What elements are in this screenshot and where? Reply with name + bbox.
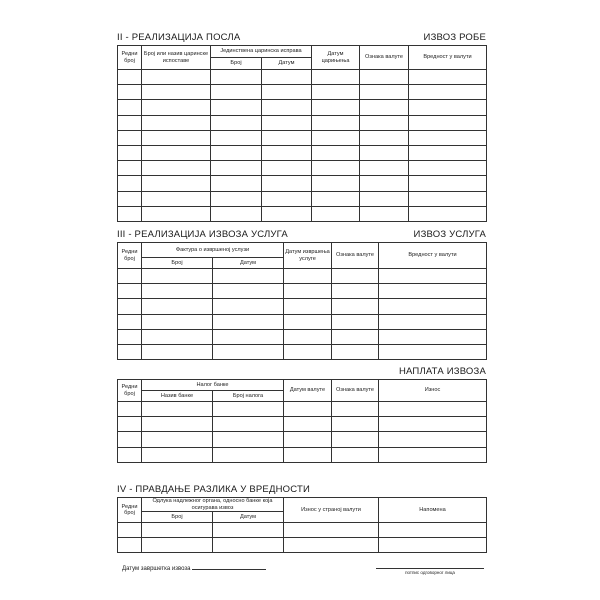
table-row [118, 523, 487, 538]
table-row [118, 176, 487, 191]
header-remark: Напомена [379, 498, 487, 523]
form-cell[interactable] [262, 161, 312, 176]
section-4-table [117, 497, 487, 553]
header-serial-number: Редни број [118, 498, 142, 523]
section-3-table [117, 242, 487, 360]
form-cell[interactable] [312, 70, 360, 85]
table-row [118, 269, 487, 284]
form-cell[interactable] [409, 100, 487, 115]
form-cell[interactable] [409, 161, 487, 176]
section-4-title: IV - ПРАВДАЊЕ РАЗЛИКА У ВРЕДНОСТИ [117, 484, 311, 495]
table-row [118, 299, 487, 314]
form-cell[interactable] [118, 538, 142, 553]
form-cell[interactable] [142, 523, 213, 538]
form-cell[interactable] [379, 344, 487, 359]
form-cell[interactable] [262, 115, 312, 130]
form-cell[interactable] [118, 130, 142, 145]
form-cell[interactable] [118, 417, 142, 432]
form-cell[interactable] [118, 344, 142, 359]
form-cell[interactable] [409, 191, 487, 206]
form-cell[interactable] [118, 402, 142, 417]
form-cell[interactable] [142, 284, 213, 299]
table-row [118, 344, 487, 359]
form-cell[interactable] [142, 161, 211, 176]
form-cell[interactable] [332, 314, 379, 329]
form-cell[interactable] [332, 329, 379, 344]
form-cell[interactable] [360, 85, 409, 100]
form-cell[interactable] [284, 538, 379, 553]
form-cell[interactable] [332, 447, 379, 462]
header-decision-number: Број [142, 512, 213, 523]
form-cell[interactable] [118, 523, 142, 538]
form-cell[interactable] [312, 176, 360, 191]
form-cell[interactable] [312, 145, 360, 160]
form-cell[interactable] [284, 314, 332, 329]
form-cell[interactable] [213, 402, 284, 417]
form-cell[interactable] [379, 329, 487, 344]
form-cell[interactable] [262, 70, 312, 85]
form-cell[interactable] [284, 269, 332, 284]
form-cell[interactable] [213, 344, 284, 359]
form-cell[interactable] [142, 447, 213, 462]
form-cell[interactable] [262, 191, 312, 206]
form-cell[interactable] [118, 284, 142, 299]
table-row [118, 161, 487, 176]
form-cell[interactable] [284, 432, 332, 447]
form-cell[interactable] [213, 432, 284, 447]
completion-date-row [122, 565, 266, 572]
form-cell[interactable] [312, 206, 360, 221]
form-cell[interactable] [213, 523, 284, 538]
form-cell[interactable] [142, 299, 213, 314]
header-document-number: Број [211, 58, 262, 70]
header-customs-document: Јединствена царинска исправа [211, 46, 312, 58]
form-cell[interactable] [409, 115, 487, 130]
header-serial-number: Редни број [118, 380, 142, 402]
form-cell[interactable] [409, 176, 487, 191]
header-bank-name: Назив банке [142, 391, 213, 402]
form-cell[interactable] [360, 161, 409, 176]
form-cell[interactable] [379, 314, 487, 329]
form-cell[interactable] [312, 191, 360, 206]
form-cell[interactable] [332, 344, 379, 359]
form-cell[interactable] [262, 100, 312, 115]
form-cell[interactable] [262, 130, 312, 145]
completion-date-label: Датум завршетка извоза [122, 566, 191, 572]
form-cell[interactable] [118, 269, 142, 284]
form-cell[interactable] [213, 284, 284, 299]
header-clearance-date: Датум царињења [312, 46, 360, 70]
header-order-number: Број налога [213, 391, 284, 402]
form-cell[interactable] [118, 206, 142, 221]
form-cell[interactable] [360, 145, 409, 160]
section-2-title: II - РЕАЛИЗАЦИЈА ПОСЛА [117, 32, 241, 43]
form-cell[interactable] [118, 161, 142, 176]
header-decision-date: Датум [213, 512, 284, 523]
header-service-date: Датум извршења услуге [284, 243, 332, 269]
form-cell[interactable] [211, 70, 262, 85]
form-cell[interactable] [142, 70, 211, 85]
section-3-heading [117, 229, 486, 241]
form-cell[interactable] [118, 191, 142, 206]
form-cell[interactable] [213, 329, 284, 344]
form-cell[interactable] [211, 145, 262, 160]
form-cell[interactable] [211, 85, 262, 100]
form-cell[interactable] [379, 269, 487, 284]
header-currency-code: Ознака валуте [360, 46, 409, 70]
form-cell[interactable] [360, 70, 409, 85]
form-cell[interactable] [332, 284, 379, 299]
form-cell[interactable] [379, 523, 487, 538]
form-cell[interactable] [142, 417, 213, 432]
form-cell[interactable] [409, 145, 487, 160]
header-bank-order: Налог банке [142, 380, 284, 391]
form-cell[interactable] [312, 85, 360, 100]
signature-caption: потпис одговорног лица [405, 570, 455, 575]
form-cell[interactable] [284, 329, 332, 344]
form-cell[interactable] [332, 402, 379, 417]
form-cell[interactable] [312, 100, 360, 115]
form-cell[interactable] [409, 85, 487, 100]
form-cell[interactable] [360, 206, 409, 221]
header-foreign-amount: Износ у страној валути [284, 498, 379, 523]
header-service-invoice: Фактура о извршеној услузи [142, 243, 284, 258]
section-2-table [117, 45, 487, 222]
section-3-right-title: ИЗВОЗ УСЛУГА [413, 229, 486, 240]
form-cell[interactable] [142, 314, 213, 329]
header-serial-number: Редни број [118, 243, 142, 269]
form-cell[interactable] [332, 432, 379, 447]
form-cell[interactable] [118, 447, 142, 462]
form-cell[interactable] [142, 145, 211, 160]
form-cell[interactable] [360, 130, 409, 145]
form-cell[interactable] [211, 100, 262, 115]
form-cell[interactable] [360, 100, 409, 115]
header-currency-value: Вредност у валути [379, 243, 487, 269]
header-currency-value: Вредност у валути [409, 46, 487, 70]
form-cell[interactable] [409, 130, 487, 145]
form-cell[interactable] [213, 417, 284, 432]
form-cell[interactable] [118, 70, 142, 85]
completion-date-field[interactable] [192, 565, 266, 570]
header-amount: Износ [379, 380, 487, 402]
form-cell[interactable] [118, 176, 142, 191]
collection-table [117, 379, 487, 463]
table-row [118, 284, 487, 299]
table-row [118, 402, 487, 417]
form-cell[interactable] [142, 100, 211, 115]
form-cell[interactable] [213, 447, 284, 462]
form-cell[interactable] [211, 206, 262, 221]
form-cell[interactable] [142, 432, 213, 447]
form-cell[interactable] [262, 206, 312, 221]
form-cell[interactable] [142, 130, 211, 145]
form-cell[interactable] [118, 299, 142, 314]
section-4-body [118, 523, 487, 553]
form-cell[interactable] [332, 299, 379, 314]
form-cell[interactable] [379, 432, 487, 447]
form-cell[interactable] [142, 206, 211, 221]
form-cell[interactable] [142, 176, 211, 191]
form-cell[interactable] [379, 447, 487, 462]
form-cell[interactable] [118, 432, 142, 447]
form-cell[interactable] [284, 299, 332, 314]
form-cell[interactable] [211, 191, 262, 206]
table-row [118, 417, 487, 432]
form-cell[interactable] [118, 115, 142, 130]
form-cell[interactable] [118, 85, 142, 100]
form-cell[interactable] [211, 115, 262, 130]
section-2-heading [117, 32, 486, 44]
form-cell[interactable] [379, 402, 487, 417]
form-cell[interactable] [262, 176, 312, 191]
form-cell[interactable] [360, 176, 409, 191]
header-invoice-number: Број [142, 258, 213, 269]
form-cell[interactable] [213, 538, 284, 553]
header-value-date: Датум валуте [284, 380, 332, 402]
form-cell[interactable] [284, 402, 332, 417]
section-2-body [118, 70, 487, 222]
header-currency-code: Ознака валуте [332, 380, 379, 402]
header-customs-office: Број или назив царинске испоставе [142, 46, 211, 70]
table-row [118, 115, 487, 130]
table-row [118, 432, 487, 447]
signature-line[interactable] [376, 568, 484, 569]
form-cell[interactable] [211, 176, 262, 191]
form-cell[interactable] [379, 284, 487, 299]
form-cell[interactable] [379, 538, 487, 553]
form-cell[interactable] [211, 130, 262, 145]
collection-heading [117, 366, 486, 378]
collection-right-title: НАПЛАТА ИЗВОЗА [398, 366, 486, 377]
form-cell[interactable] [379, 417, 487, 432]
table-row [118, 538, 487, 553]
form-cell[interactable] [142, 85, 211, 100]
form-cell[interactable] [142, 191, 211, 206]
form-cell[interactable] [379, 299, 487, 314]
form-cell[interactable] [312, 130, 360, 145]
form-cell[interactable] [409, 206, 487, 221]
section-3-title: III - РЕАЛИЗАЦИЈА ИЗВОЗА УСЛУГА [117, 229, 288, 240]
form-cell[interactable] [284, 523, 379, 538]
section-2-right-title: ИЗВОЗ РОБЕ [423, 32, 486, 43]
form-cell[interactable] [284, 344, 332, 359]
header-currency-code: Ознака валуте [332, 243, 379, 269]
table-row [118, 329, 487, 344]
form-cell[interactable] [312, 161, 360, 176]
form-cell[interactable] [213, 299, 284, 314]
form-cell[interactable] [284, 417, 332, 432]
form-cell[interactable] [360, 115, 409, 130]
form-cell[interactable] [211, 161, 262, 176]
table-row [118, 100, 487, 115]
header-serial-number: Редни број [118, 46, 142, 70]
form-cell[interactable] [118, 145, 142, 160]
form-cell[interactable] [213, 269, 284, 284]
form-cell[interactable] [142, 344, 213, 359]
form-cell[interactable] [284, 447, 332, 462]
form-cell[interactable] [360, 191, 409, 206]
table-row [118, 314, 487, 329]
table-row [118, 447, 487, 462]
table-row [118, 130, 487, 145]
form-cell[interactable] [284, 284, 332, 299]
table-row [118, 206, 487, 221]
form-cell[interactable] [332, 269, 379, 284]
form-cell[interactable] [262, 145, 312, 160]
header-document-date: Датум [262, 58, 312, 70]
form-cell[interactable] [142, 115, 211, 130]
table-row [118, 85, 487, 100]
table-row [118, 70, 487, 85]
header-invoice-date: Датум [213, 258, 284, 269]
table-row [118, 145, 487, 160]
form-cell[interactable] [262, 85, 312, 100]
form-cell[interactable] [142, 329, 213, 344]
form-cell[interactable] [409, 70, 487, 85]
form-cell[interactable] [142, 402, 213, 417]
form-cell[interactable] [332, 417, 379, 432]
form-cell[interactable] [118, 329, 142, 344]
section-4-heading [117, 484, 486, 496]
form-cell[interactable] [312, 115, 360, 130]
collection-body [118, 402, 487, 463]
header-authority-decision: Одлука надлежног органа, односно банке која осигурава извоз [142, 498, 284, 512]
form-cell[interactable] [118, 314, 142, 329]
form-cell[interactable] [118, 100, 142, 115]
section-3-body [118, 269, 487, 360]
form-cell[interactable] [142, 538, 213, 553]
form-cell[interactable] [213, 314, 284, 329]
table-row [118, 191, 487, 206]
form-cell[interactable] [142, 269, 213, 284]
